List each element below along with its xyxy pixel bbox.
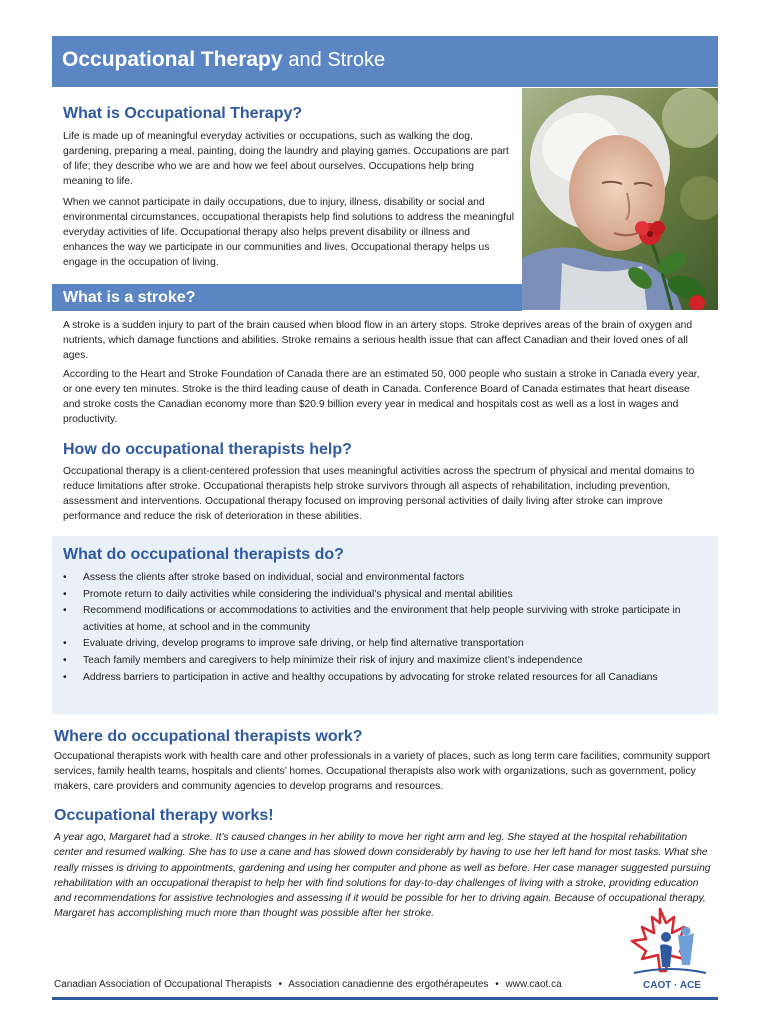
title-bar [52,36,718,87]
list-item-text: Recommend modifications or accommodations to activities and the environment that help people surviving with stroke participate in activities at home, at school and in the community [83,605,681,633]
list-item [63,570,708,587]
footer-separator: • [495,979,499,990]
bullet-icon: • [63,605,67,617]
list-item [63,653,708,670]
section-what-is-ot [63,104,515,276]
list-item-text: Evaluate driving, develop programs to improve safe driving, or help find alternative transportation [83,638,524,650]
heading-ot-works: Occupational therapy works! [54,807,274,824]
bullet-icon: • [63,588,67,600]
paragraph-ot-1: Life is made up of meaningful everyday activities or occupations, such as walking the dog, gardening, preparing a meal, painting, doing the laundry and playing games. Occupations are part of life; they describe who we are and how we feel about ourselves. Occupations help bring meaning to life. [63,131,509,187]
footer-separator: • [278,979,283,990]
section-ot-works [54,806,714,922]
heading-what-is-stroke: What is a stroke? [63,289,196,306]
caot-logo-graphic [620,905,720,985]
heading-what-do: What do occupational therapists do? [63,546,344,563]
paragraph-where-work: Occupational therapists work with health care and other professionals in a variety of places, such as long term care facilities, community support services, family health teams, hospitals and clients’ homes. Occupational therapists also work with organizations, such as government, policy makers, care providers and community agencies to develop programs and resources. [54,751,710,792]
list-item-text: Address barriers to participation in active and healthy occupations by advocating for stroke related resources for all Canadians [83,671,658,683]
list-item-text: Assess the clients after stroke based on individual, social and environmental factors [83,572,465,583]
story-margaret: A year ago, Margaret had a stroke. It’s caused changes in her ability to move her right arm and leg. She stayed at the hospital rehabilitation center and resumed walking. She has to use a cane and has slowed down considerably by having to use her left hand for most tasks. What she really misses is driving to appointments, gardening and using her computer and phone as well as before. Her case manager suggested pursuing rehabilitation with an occupational therapist to help her with find solutions for day-to-day challenges of living with a stroke, providing education and recommendations for assistive technologies and assessing if it would be possible for her to driving again. Because of occupational therapy, Margaret has accomplishing much more than thought was possible after her stroke. [54,832,711,920]
bullet-icon: • [63,572,67,583]
footer [54,979,614,990]
list-item [63,603,708,636]
story-wrapper [54,830,711,922]
section-stroke [63,318,708,431]
list-item [63,636,708,653]
section-what-do-box [52,536,718,714]
list-item [63,670,708,687]
logo-text: CAOT · ACE [643,980,701,991]
bullet-icon: • [63,638,67,650]
paragraph-how-help: Occupational therapy is a client-centered profession that uses meaningful activities across the spectrum of physical and mental domains to reduce limitations after stroke. Occupational therapists help stroke survivors through all aspects of rehabilitation, including prevention, assessment and interventions. Occupational therapy focused on improving personal activities of daily living after stroke can improve performance and reduce the risk of deterioration in these abilities. [63,466,695,522]
paragraph-ot-2: When we cannot participate in daily occupations, due to injury, illness, disability or social and environmental circumstances, occupational therapists help find solutions to address the meaningful everyday activities of life. Occupational therapy also helps prevent disability or illness and enhances the way we participate in our communities and lives. Occupational therapy helps us engage in the occupation of living. [63,197,515,268]
heading-where-work: Where do occupational therapists work? [54,728,363,745]
footer-rule [52,997,718,1000]
list-item [63,587,708,604]
section-where-work [54,727,714,794]
list-item-text: Promote return to daily activities while considering the individual’s physical and mental abilities [83,588,513,600]
task-list [63,570,708,686]
photo-illustration [522,88,718,310]
elderly-woman-flower-photo [522,88,718,310]
stroke-heading-bar [52,284,522,311]
list-item-text: Teach family members and caregivers to help minimize their risk of injury and maximize client’s independence [83,654,583,666]
heading-what-is-ot: What is Occupational Therapy? [63,105,303,122]
paragraph-stroke-2: According to the Heart and Stroke Foundation of Canada there are an estimated 50, 000 people who sustain a stroke in Canada every year, or one every ten minutes. Stroke is the third leading cause of death in Canada. Conference Board of Canada estimates that heart disease and stroke costs the Canadian economy more than $20.9 billion every year in medical and hospitals cost as well as a lost in wages and productivity. [63,369,700,425]
paragraph-stroke-1: A stroke is a sudden injury to part of the brain caused when blood flow in an artery stops. Stroke deprives areas of the brain of oxygen and nutrients, which damage functions and abilities. Stroke remains a serious health issue that can affect Canadian and their loved ones of all ages. [63,320,693,361]
footer-website-link[interactable]: www.caot.ca [505,979,562,990]
title-light: and Stroke [288,49,386,71]
section-how-help [63,440,711,524]
heading-how-help: How do occupational therapists help? [63,441,352,458]
footer-org-en: Canadian Association of Occupational Therapists [54,979,272,990]
bullet-icon: • [63,654,67,666]
title-bold: Occupational Therapy [62,48,283,71]
bullet-icon: • [63,671,67,683]
footer-org-fr: Association canadienne des ergothérapeutes [288,979,489,990]
